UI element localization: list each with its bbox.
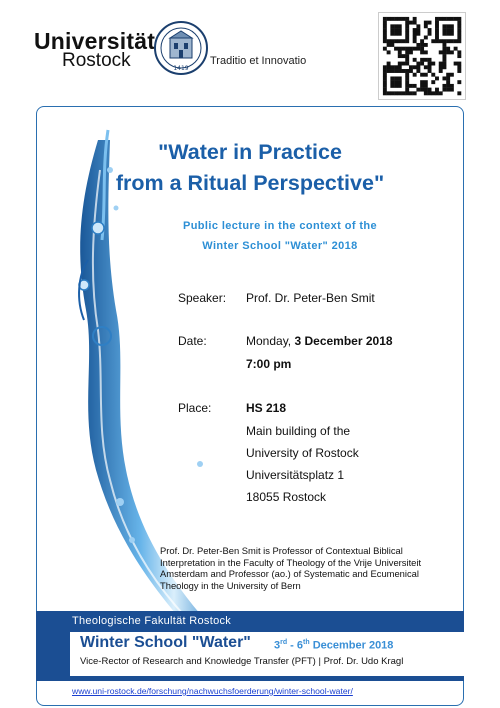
dates-start-sup: rd (280, 639, 288, 646)
place-label: Place: (178, 401, 212, 415)
university-name: Universität (34, 28, 156, 54)
bio-line: Amsterdam and Professor (ao.) of Systematic and Ecumenical (160, 568, 419, 580)
winter-school-dates (274, 639, 393, 652)
bio-line: Theology in the University of Bern (160, 579, 301, 591)
date-value (246, 334, 393, 348)
time-value: 7:00 pm (246, 357, 292, 371)
lecture-title-line1: "Water in Practice (158, 140, 342, 164)
speaker-label: Speaker: (178, 291, 227, 305)
university-seal-icon (153, 20, 209, 76)
place-line-2: University of Rostock (246, 446, 359, 460)
place-line-4: 18055 Rostock (246, 490, 327, 504)
speaker-bio (160, 545, 460, 591)
qr-code-icon (378, 12, 466, 100)
speaker-value: Prof. Dr. Peter-Ben Smit (246, 291, 375, 305)
place-room: HS 218 (246, 401, 287, 415)
bio-line: Interpretation in the Faculty of Theology of the Vrije Universiteit (160, 556, 422, 568)
winter-school-title: Winter School "Water" (80, 634, 251, 651)
dates-start: 3 (274, 639, 281, 652)
faculty-name: Theologische Fakultät Rostock (72, 615, 232, 627)
lecture-subtitle-line2: Winter School "Water" 2018 (202, 240, 358, 252)
dates-end-sup: th (303, 639, 310, 646)
university-city: Rostock (62, 50, 131, 71)
lecture-title-line2: from a Ritual Perspective" (115, 171, 385, 195)
motto: Traditio et Innovatio (210, 55, 307, 67)
date-date: 3 December 2018 (294, 334, 393, 348)
place-line-3: Universitätsplatz 1 (246, 468, 345, 482)
bio-line: Prof. Dr. Peter-Ben Smit is Professor of Contextual Biblical (160, 545, 403, 556)
date-label: Date: (178, 334, 207, 348)
dates-mid: - 6 (287, 639, 304, 652)
winter-school-link[interactable]: www.uni-rostock.de/forschung/nachwuchsfoerderung/winter-school-water/ (72, 686, 353, 696)
date-day: Monday, (246, 334, 292, 348)
lecture-subtitle-line1: Public lecture in the context of the (182, 220, 378, 232)
vice-rector-line: Vice-Rector of Research and Knowledge Transfer (PFT) | Prof. Dr. Udo Kragl (80, 656, 404, 667)
seal-year: 1419 (173, 65, 189, 72)
dates-end: December 2018 (309, 639, 394, 652)
place-line-1: Main building of the (246, 424, 351, 438)
